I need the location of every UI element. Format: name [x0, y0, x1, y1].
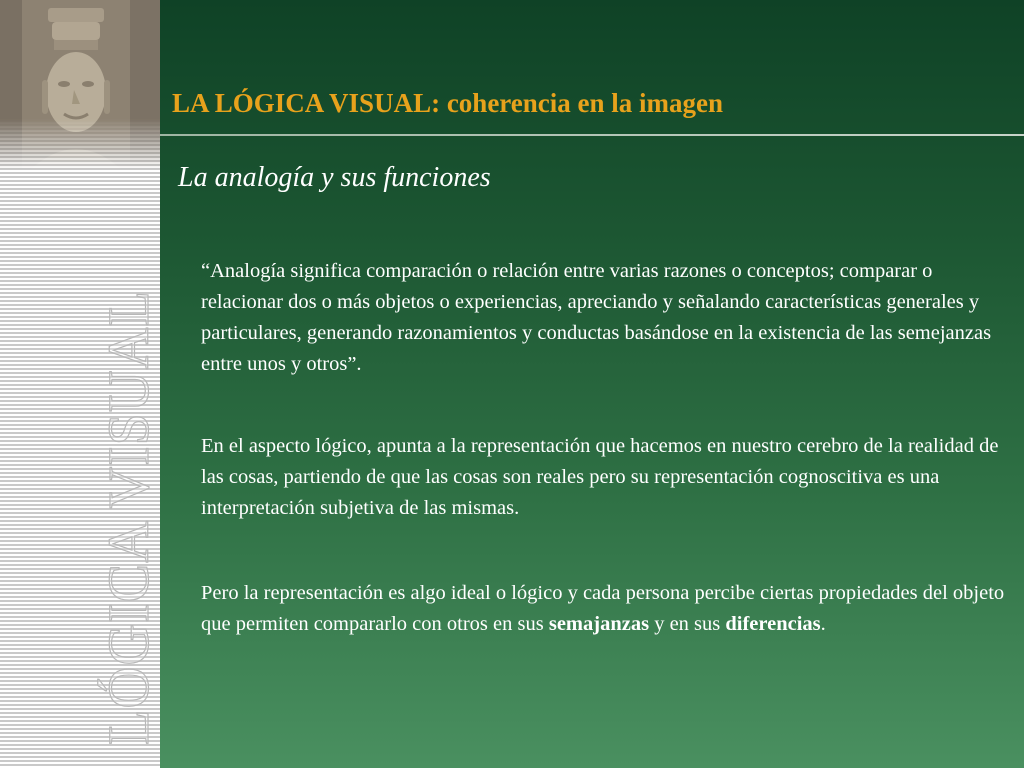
- paragraph-analogy-definition: “Analogía significa comparación o relación entre varias razones o conceptos; comparar o relacionar dos o más objetos o experiencias, apreciando y señalando características generales y particulares, generando razonamientos y conductas basándose en la existencia de las semejanzas entre unos y otros”.: [201, 260, 992, 375]
- slide-subtitle: La analogía y sus funciones: [178, 162, 491, 193]
- paragraph-logical-aspect: En el aspecto lógico, apunta a la representación que hacemos en nuestro cerebro de la realidad de las cosas, partiendo de que las cosas son reales pero su representación cognoscitiva es una interpretación subjetiva de las mismas.: [201, 435, 999, 519]
- paragraph-text-end: .: [820, 613, 826, 635]
- paragraph-text-start: Pero la representación es algo ideal o lógico y cada persona percibe ciertas propiedades del objeto que permiten compararlo con otros en sus: [201, 582, 1005, 635]
- bold-term-similarities: semajanzas: [548, 613, 650, 635]
- stone-sculpture-image: [0, 0, 160, 170]
- paragraph-text-middle: y en sus: [649, 613, 726, 635]
- vertical-side-label: LÓGICA VISUAL: [96, 290, 161, 745]
- bold-term-differences: diferencias: [725, 613, 821, 635]
- title-divider: [160, 134, 1024, 136]
- left-decorative-strip: [0, 0, 160, 768]
- slide-title: LA LÓGICA VISUAL: coherencia en la imagen: [172, 88, 724, 118]
- paragraph-representation: [201, 578, 1006, 640]
